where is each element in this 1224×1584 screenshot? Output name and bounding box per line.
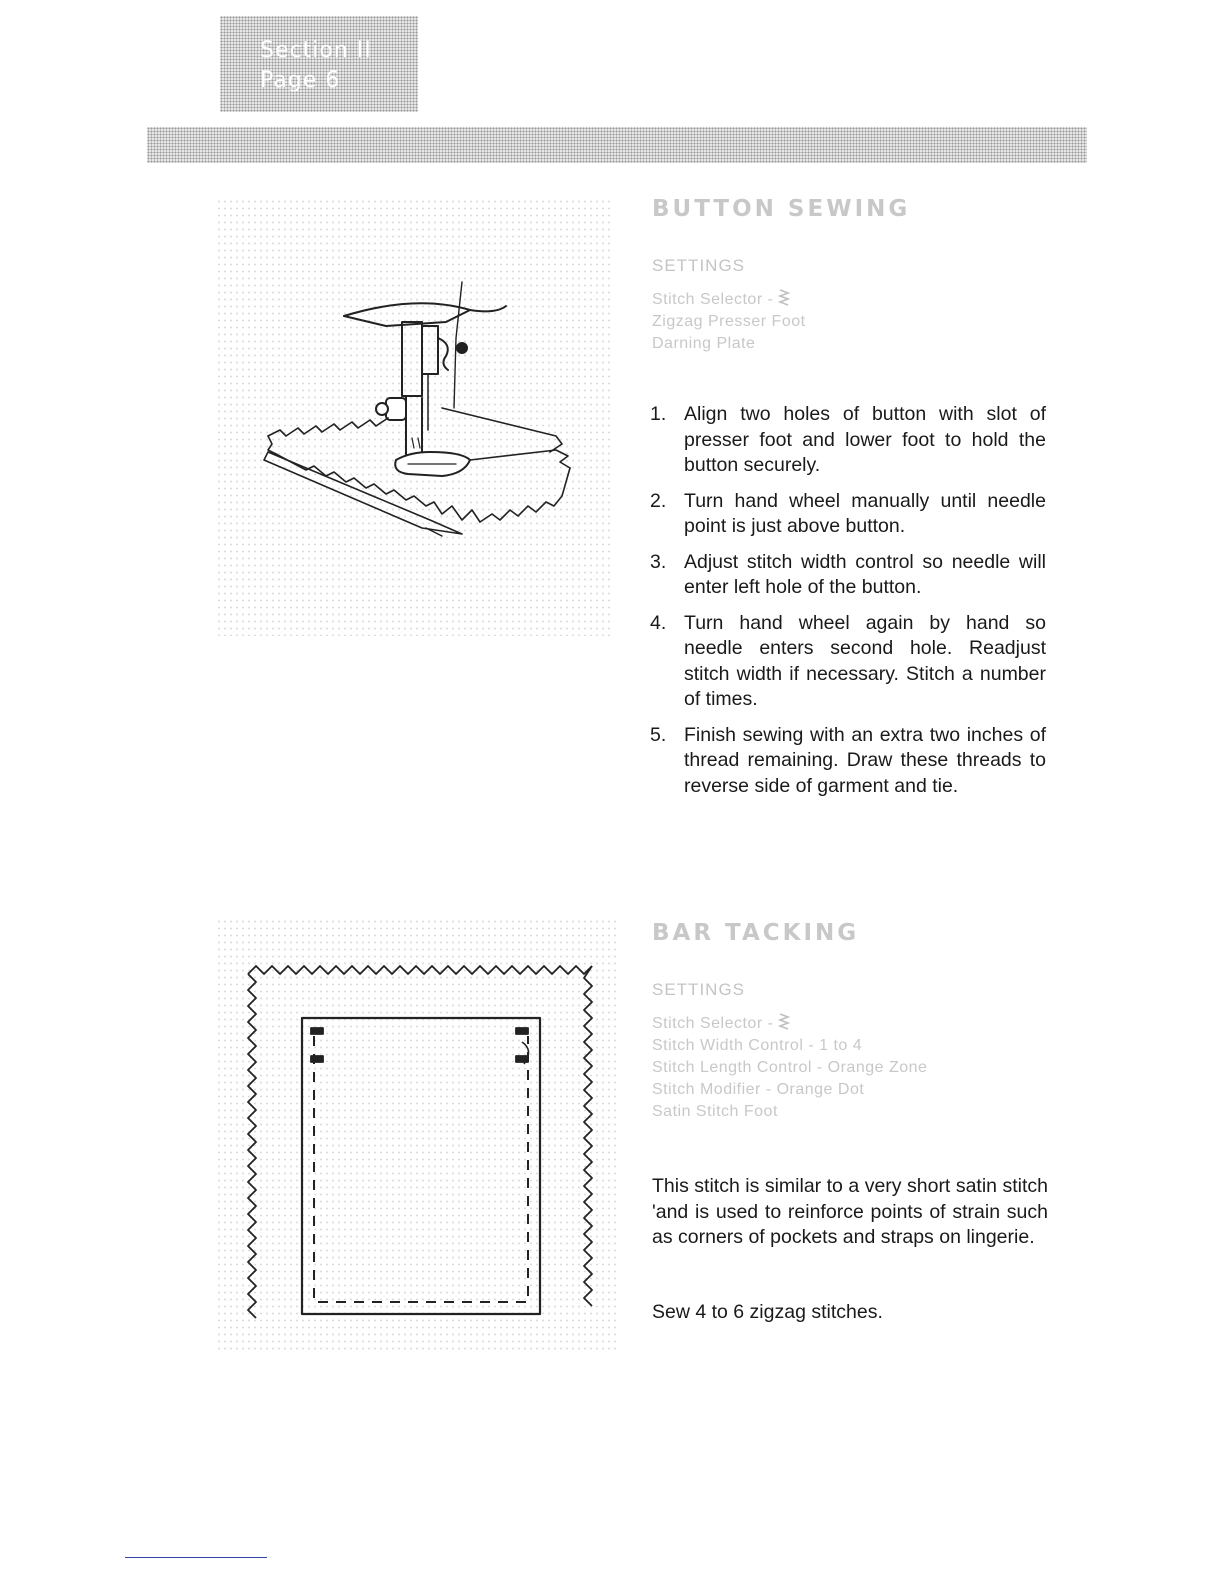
setting-item: Stitch Modifier - Orange Dot bbox=[652, 1081, 865, 1098]
setting-item: Zigzag Presser Foot bbox=[652, 313, 806, 330]
bar-tacking-heading: BAR TACKING bbox=[652, 920, 860, 946]
setting-item: Stitch Selector - bbox=[652, 1012, 927, 1035]
section-label: Section II bbox=[260, 38, 372, 63]
bar-tacking-settings-label: SETTINGS bbox=[652, 980, 746, 999]
button-sewing-settings-label: SETTINGS bbox=[652, 256, 746, 275]
setting-item: Stitch Selector - bbox=[652, 288, 806, 311]
step-item: 5. Finish sewing with an extra two inches of thread remaining. Draw these threads to reverse side of garment and tie. bbox=[650, 723, 1046, 797]
zigzag-pattern-icon bbox=[778, 288, 790, 308]
zigzag-pattern-icon bbox=[778, 1012, 790, 1032]
setting-item: Darning Plate bbox=[652, 335, 756, 352]
setting-item: Satin Stitch Foot bbox=[652, 1103, 778, 1120]
setting-item: Stitch Width Control - 1 to 4 bbox=[652, 1037, 863, 1054]
bar-tacking-instruction: Sew 4 to 6 zigzag stitches. bbox=[652, 1301, 883, 1323]
button-sewing-heading: BUTTON SEWING bbox=[652, 196, 911, 222]
button-sewing-illustration bbox=[216, 198, 614, 636]
setting-item: Stitch Length Control - Orange Zone bbox=[652, 1059, 928, 1076]
bar-tacking-settings bbox=[652, 1012, 927, 1123]
bar-tacking-illustration bbox=[216, 918, 616, 1350]
section-tab bbox=[220, 16, 418, 112]
button-sewing-steps bbox=[650, 402, 1046, 809]
step-item: 1. Align two holes of button with slot of presser foot and lower foot to hold the button securely. bbox=[650, 403, 1046, 476]
step-item: 4. Turn hand wheel again by hand so needle enters second hole. Readjust stitch width if necessary. Stitch a number of times. bbox=[650, 611, 1046, 710]
footer-rule bbox=[125, 1557, 267, 1558]
button-sewing-settings bbox=[652, 288, 806, 355]
bar-tacking-description: This stitch is similar to a very short satin stitch 'and is used to reinforce points of strain such as corners of pockets and straps on lingerie. bbox=[652, 1175, 1048, 1248]
header-band bbox=[147, 127, 1087, 163]
step-item: 2. Turn hand wheel manually until needle point is just above button. bbox=[650, 489, 1046, 537]
step-item: 3. Adjust stitch width control so needle will enter left hole of the button. bbox=[650, 550, 1046, 598]
page-label: Page 6 bbox=[260, 68, 341, 93]
